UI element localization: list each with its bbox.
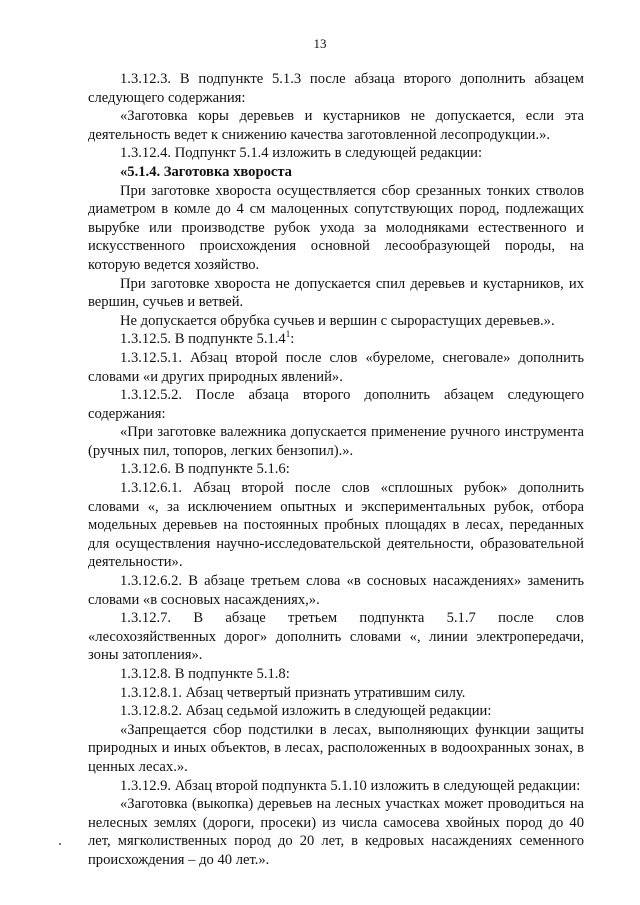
paragraph: «Запрещается сбор подстилки в лесах, выполняющих функции защиты природных и иных объектов, в лесах, расположенных в водоохранных зонах, в ценных лесах.».	[88, 721, 584, 775]
paragraph: 1.3.12.8.1. Абзац четвертый признать утратившим силу.	[120, 684, 466, 701]
paragraph: 1.3.12.3. В подпункте 5.1.3 после абзаца второго дополнить абзацем следующего содержания:	[88, 71, 584, 106]
paragraph: «Заготовка (выкопка) деревьев на лесных участках может проводиться на нелесных землях (дороги, просеки) из числа самосева хвойных пород до 40 лет, мягколиственных пород до 20 лет, в кедровых насаждениях семенного происхождения – до 40 лет.».	[88, 796, 584, 868]
section-heading: «5.1.4. Заготовка хвороста	[120, 163, 292, 180]
scan-artifact	[59, 843, 61, 845]
paragraph: При заготовке хвороста не допускается спил деревьев и кустарников, их вершин, сучьев и ветвей.	[88, 275, 584, 311]
paragraph: «При заготовке валежника допускается применение ручного инструмента (ручных пил, топоров, легких бензопил).».	[88, 424, 584, 459]
paragraph	[88, 330, 584, 349]
paragraph: «Заготовка коры деревьев и кустарников не допускается, если эта деятельность ведет к снижению качества заготовленной лесопродукции.».	[88, 108, 584, 143]
paragraph: 1.3.12.4. Подпункт 5.1.4 изложить в следующей редакции:	[120, 145, 483, 162]
paragraph: 1.3.12.6.2. В абзаце третьем слова «в сосновых насаждениях» заменить словами «в сосновых насаждениях,».	[88, 573, 584, 608]
paragraph: 1.3.12.5.2. После абзаца второго дополнить абзацем следующего содержания:	[88, 387, 584, 422]
document-body	[88, 70, 584, 870]
page-number: 13	[313, 36, 327, 51]
paragraph: 1.3.12.6. В подпункте 5.1.6:	[120, 461, 290, 478]
paragraph: 1.3.12.7. В абзаце третьем подпункта 5.1.7 после слов «лесохозяйственных дорог» дополнить словами «, линии электропередачи, зоны затопления».	[88, 610, 584, 664]
paragraph: 1.3.12.5.1. Абзац второй после слов «буреломе, снеговале» дополнить словами «и других природных явлений».	[88, 349, 584, 385]
paragraph: 1.3.12.8.2. Абзац седьмой изложить в следующей редакции:	[120, 703, 492, 720]
paragraph-text: 1.3.12.5. В подпункте 5.1.4	[120, 331, 286, 348]
footnote-superscript: 1	[285, 329, 291, 340]
paragraph-suffix: :	[290, 331, 295, 348]
paragraph: 1.3.12.6.1. Абзац второй после слов «сплошных рубок» дополнить словами «, за исключением опытных и экспериментальных рубок, отбора модельных деревьев на постоянных пробных площадях в лесах, переданных для осуществления научно-исследовательской деятельности, образовательной деятельности».	[88, 480, 584, 571]
paragraph: 1.3.12.8. В подпункте 5.1.8:	[120, 666, 290, 682]
paragraph: 1.3.12.9. Абзац второй подпункта 5.1.10 изложить в следующей редакции:	[120, 777, 581, 794]
paragraph: При заготовке хвороста осуществляется сбор срезанных тонких стволов диаметром в комле до 4 см малоценных сопутствующих пород, подлежащих вырубке или производстве рубок ухода за молодняками естественного и искусственного происхождения основной лесообразующей породы, на которую ведется хозяйство.	[88, 182, 584, 273]
paragraph: Не допускается обрубка сучьев и вершин с сырорастущих деревьев.».	[120, 312, 555, 329]
